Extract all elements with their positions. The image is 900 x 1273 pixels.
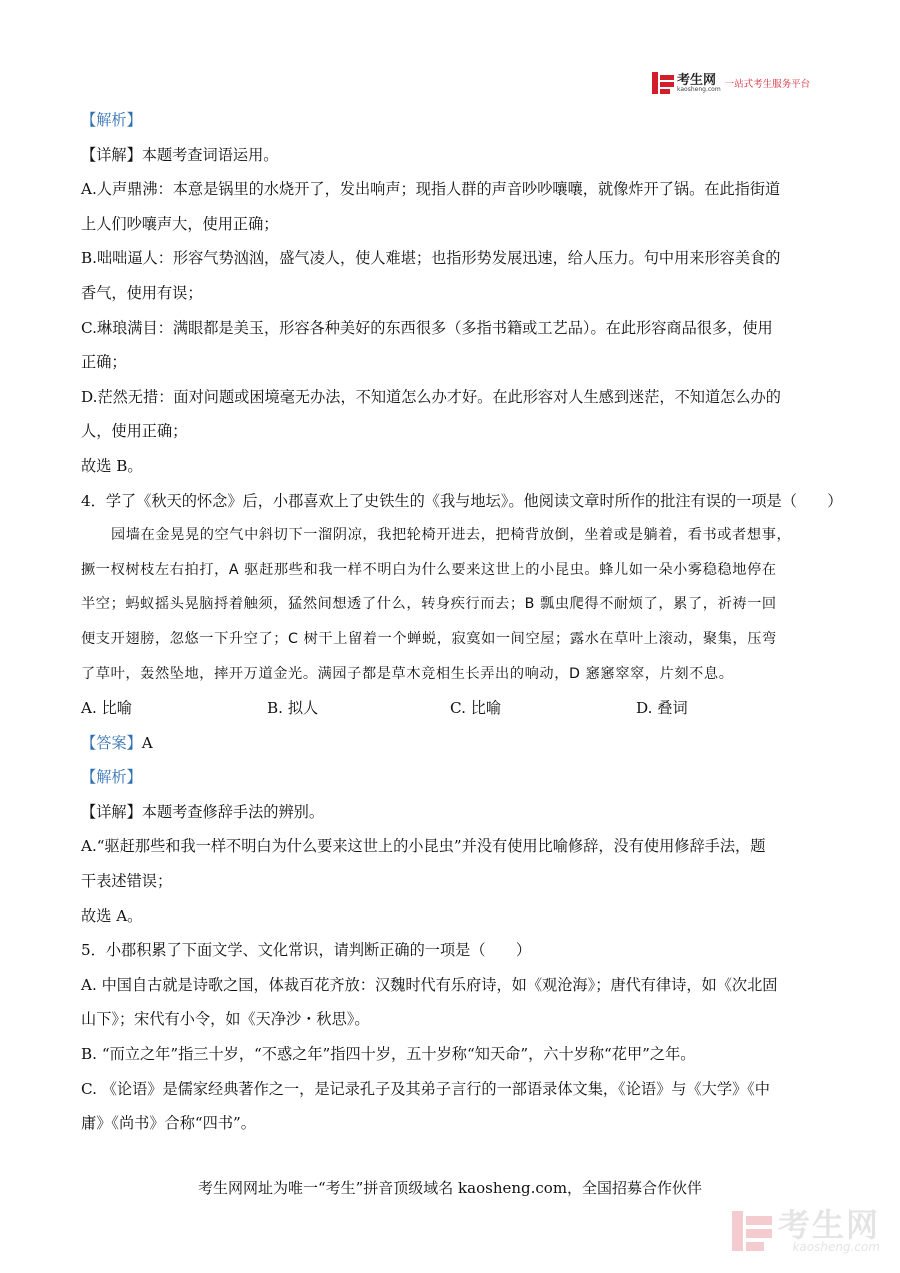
passage-line: 便支开翅膀，忽悠一下升空了；C 树干上留着一个蝉蜕，寂寞如一间空屋；露水在草叶上滚动，聚集，压弯: [81, 630, 777, 647]
passage-line: 园墙在金晃晃的空气中斜切下一溜阴凉，我把轮椅开进去，把椅背放倒，坐着或是躺着，看书或者想事，: [111, 527, 792, 544]
watermark-name: 考生网: [777, 1206, 880, 1244]
watermark: [732, 1206, 880, 1254]
logo-domain: kaosheng.com: [677, 85, 721, 93]
explanation-c: C.琳琅满目：满眼都是美玉，形容各种美好的东西很多（多指书籍或工艺品）。在此形容商品很多，使用: [81, 318, 773, 337]
conclusion: 故选 B。: [81, 456, 143, 475]
question-5: 5．小郡积累了下面文学、文化常识，请判断正确的一项是（ ）: [81, 941, 532, 960]
explanation-b-cont: 香气，使用有误；: [81, 283, 203, 302]
option-d: D. 叠词: [636, 699, 688, 718]
explanation-a: A.“驱赶那些和我一样不明白为什么要来这世上的小昆虫”并没有使用比喻修辞，没有使用修辞手法，题: [81, 837, 766, 856]
option-a: A. 比喻: [81, 699, 132, 718]
detail-line: 【详解】本题考查词语运用。: [81, 145, 279, 164]
logo-slogan: 一站式考生服务平台: [724, 79, 811, 90]
page-footer: 考生网网址为唯一“考生”拼音顶级域名 kaosheng.com，全国招募合作伙伴: [197, 1179, 703, 1197]
explanation-a-cont: 干表述错误；: [81, 872, 173, 891]
question-5-option-c: C. 《论语》是儒家经典著作之一，是记录孔子及其弟子言行的一部语录体文集，《论语》与《大学》《中: [81, 1079, 770, 1098]
passage-line: 撅一杈树枝左右拍打，A 驱赶那些和我一样不明白为什么要来这世上的小昆虫。蜂儿如一朵小雾稳稳地停在: [81, 561, 777, 578]
explanation-d: D.茫然无措：面对问题或困境毫无办法，不知道怎么办才好。在此形容对人生感到迷茫，不知道怎么办的: [81, 387, 781, 406]
conclusion: 故选 A。: [81, 906, 143, 925]
explanation-c-cont: 正确；: [81, 353, 127, 372]
question-4: 4．学了《秋天的怀念》后，小郡喜欢上了史铁生的《我与地坛》。他阅读文章时所作的批注有误的一项是（ ）: [81, 491, 843, 510]
detail-line: 【详解】本题考查修辞手法的辨别。: [81, 802, 324, 821]
analysis-heading: 【解析】: [81, 111, 142, 129]
kaosheng-logo-icon: [652, 72, 674, 94]
question-5-option-b: B. “而立之年”指三十岁，“不惑之年”指四十岁，五十岁称“知天命”，六十岁称“花甲”之年。: [81, 1045, 696, 1064]
question-5-option-c-cont: 庸》《尚书》合称“四书”。: [81, 1114, 256, 1133]
answer-line: [81, 726, 821, 761]
analysis-heading: 【解析】: [81, 768, 142, 787]
question-5-option-a-cont: 山下》；宋代有小令，如《天净沙・秋思》。: [81, 1010, 370, 1029]
passage-line: 了草叶，轰然坠地，摔开万道金光。满园子都是草木竞相生长弄出的响动，D 窸窸窣窣，片刻不息。: [81, 665, 734, 682]
document-body: [81, 103, 843, 1141]
explanation-a: A.人声鼎沸：本意是锅里的水烧开了，发出响声；现指人群的声音吵吵嚷嚷，就像炸开了锅。在此指街道: [81, 180, 781, 199]
option-c: C. 比喻: [450, 699, 502, 718]
watermark-domain: kaosheng.com: [792, 1240, 880, 1254]
explanation-d-cont: 人，使用正确；: [81, 422, 188, 441]
question-4-options: [81, 691, 821, 726]
explanation-a-cont: 上人们吵嚷声大，使用正确；: [81, 214, 279, 233]
option-b: B. 拟人: [267, 699, 319, 718]
passage-line: 半空；蚂蚁摇头晃脑捋着触须，猛然间想透了什么，转身疾行而去；B 瓢虫爬得不耐烦了，累了，祈祷一回: [81, 596, 777, 613]
question-5-option-a: A. 中国自古就是诗歌之国，体裁百花齐放：汉魏时代有乐府诗，如《观沧海》；唐代有律诗，如《次北固: [81, 975, 778, 994]
watermark-logo-icon: [732, 1211, 772, 1251]
logo-name: 考生网: [677, 72, 717, 88]
header-logo: [652, 72, 810, 94]
answer-value: A: [141, 733, 153, 752]
answer-tag: 【答案】: [81, 733, 142, 752]
explanation-b: B.咄咄逼人：形容气势汹汹，盛气凌人，使人难堪；也指形势发展迅速，给人压力。句中用来形容美食的: [81, 249, 781, 268]
